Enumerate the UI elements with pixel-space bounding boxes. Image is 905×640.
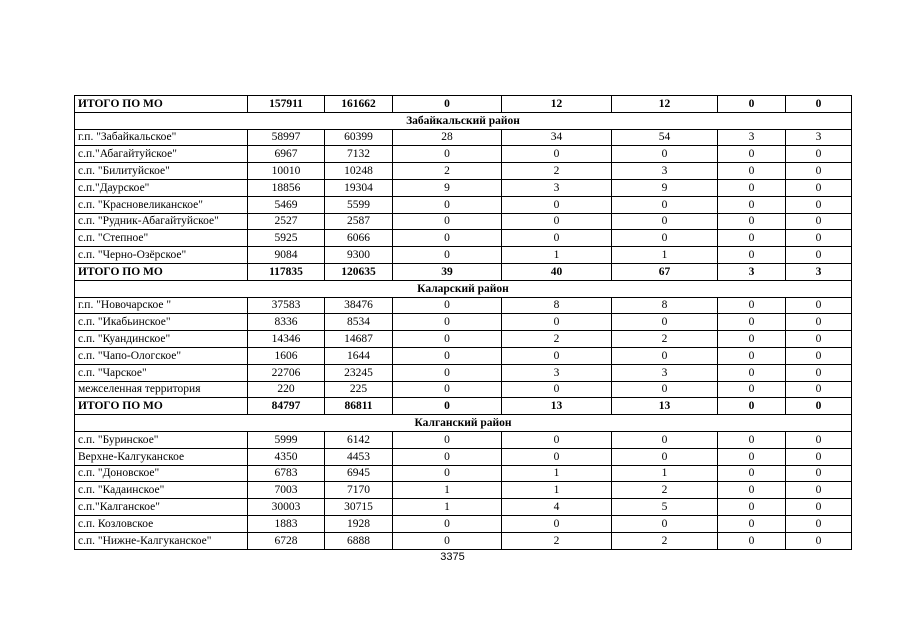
value-cell-col-8: 0 [786,448,852,465]
value-cell-col-2: 6728 [248,532,325,549]
value-cell-col-4: 0 [393,515,502,532]
settlement-name: с.п. "Черно-Озёрское" [75,247,248,264]
settlement-name: с.п."Абагайтуйское" [75,146,248,163]
value-cell-col-3: 6142 [325,431,393,448]
value-cell-col-6: 3 [612,364,718,381]
settlement-name: с.п. "Степное" [75,230,248,247]
value-cell-col-5: 2 [502,331,612,348]
value-cell-col-2: 157911 [248,96,325,113]
total-row [75,96,852,113]
district-header-row [75,415,852,432]
district-title: Каларский район [75,280,852,297]
value-cell-col-2: 30003 [248,499,325,516]
value-cell-col-3: 4453 [325,448,393,465]
value-cell-col-8: 0 [786,213,852,230]
value-cell-col-8: 3 [786,129,852,146]
value-cell-col-4: 0 [393,431,502,448]
settlement-name: с.п. "Икабьинское" [75,314,248,331]
value-cell-col-6: 0 [612,196,718,213]
district-header-row [75,280,852,297]
value-cell-col-4: 0 [393,314,502,331]
value-cell-col-4: 1 [393,482,502,499]
value-cell-col-8: 0 [786,381,852,398]
value-cell-col-2: 7003 [248,482,325,499]
table-row [75,431,852,448]
page-number: 3375 [440,551,465,563]
value-cell-col-5: 8 [502,297,612,314]
value-cell-col-7: 3 [718,129,786,146]
table-row [75,532,852,549]
table-row [75,347,852,364]
value-cell-col-3: 6066 [325,230,393,247]
settlement-name: с.п. Козловское [75,515,248,532]
value-cell-col-2: 6967 [248,146,325,163]
value-cell-col-5: 3 [502,364,612,381]
value-cell-col-2: 9084 [248,247,325,264]
value-cell-col-5: 0 [502,196,612,213]
value-cell-col-4: 0 [393,96,502,113]
table-row [75,163,852,180]
value-cell-col-4: 0 [393,297,502,314]
value-cell-col-5: 2 [502,532,612,549]
value-cell-col-2: 5469 [248,196,325,213]
value-cell-col-6: 9 [612,179,718,196]
table-row [75,129,852,146]
value-cell-col-7: 3 [718,263,786,280]
settlement-name: с.п. "Нижне-Калгуканское" [75,532,248,549]
value-cell-col-7: 0 [718,146,786,163]
value-cell-col-4: 0 [393,146,502,163]
value-cell-col-7: 0 [718,398,786,415]
value-cell-col-5: 40 [502,263,612,280]
value-cell-col-7: 0 [718,314,786,331]
value-cell-col-8: 0 [786,247,852,264]
district-header-row [75,112,852,129]
value-cell-col-6: 0 [612,381,718,398]
value-cell-col-5: 13 [502,398,612,415]
value-cell-col-4: 0 [393,331,502,348]
value-cell-col-3: 120635 [325,263,393,280]
value-cell-col-7: 0 [718,499,786,516]
value-cell-col-3: 5599 [325,196,393,213]
value-cell-col-7: 0 [718,482,786,499]
value-cell-col-5: 2 [502,163,612,180]
value-cell-col-5: 0 [502,515,612,532]
value-cell-col-4: 0 [393,448,502,465]
value-cell-col-4: 0 [393,230,502,247]
value-cell-col-8: 0 [786,314,852,331]
value-cell-col-2: 58997 [248,129,325,146]
value-cell-col-7: 0 [718,247,786,264]
value-cell-col-7: 0 [718,532,786,549]
settlement-name: с.п. "Кадаинское" [75,482,248,499]
value-cell-col-8: 3 [786,263,852,280]
value-cell-col-3: 19304 [325,179,393,196]
value-cell-col-5: 0 [502,347,612,364]
value-cell-col-3: 38476 [325,297,393,314]
value-cell-col-2: 22706 [248,364,325,381]
value-cell-col-2: 6783 [248,465,325,482]
value-cell-col-2: 84797 [248,398,325,415]
value-cell-col-6: 1 [612,247,718,264]
value-cell-col-3: 10248 [325,163,393,180]
value-cell-col-8: 0 [786,96,852,113]
value-cell-col-7: 0 [718,515,786,532]
value-cell-col-2: 14346 [248,331,325,348]
value-cell-col-4: 1 [393,499,502,516]
table-row [75,515,852,532]
total-row [75,263,852,280]
value-cell-col-4: 28 [393,129,502,146]
value-cell-col-8: 0 [786,196,852,213]
table-row [75,314,852,331]
value-cell-col-5: 1 [502,482,612,499]
value-cell-col-3: 225 [325,381,393,398]
value-cell-col-5: 0 [502,213,612,230]
value-cell-col-5: 3 [502,179,612,196]
value-cell-col-2: 37583 [248,297,325,314]
value-cell-col-4: 0 [393,381,502,398]
value-cell-col-7: 0 [718,448,786,465]
settlement-name: с.п. "Красновеликанское" [75,196,248,213]
total-label: ИТОГО ПО МО [75,96,248,113]
value-cell-col-2: 4350 [248,448,325,465]
table-row [75,465,852,482]
settlement-name: с.п."Даурское" [75,179,248,196]
settlement-name: с.п. "Чапо-Ологское" [75,347,248,364]
value-cell-col-3: 2587 [325,213,393,230]
value-cell-col-6: 1 [612,465,718,482]
value-cell-col-5: 34 [502,129,612,146]
settlement-name: с.п. "Буринское" [75,431,248,448]
value-cell-col-6: 0 [612,146,718,163]
value-cell-col-6: 0 [612,431,718,448]
value-cell-col-2: 117835 [248,263,325,280]
table-row [75,196,852,213]
value-cell-col-7: 0 [718,347,786,364]
value-cell-col-3: 9300 [325,247,393,264]
table-row [75,297,852,314]
value-cell-col-2: 18856 [248,179,325,196]
value-cell-col-6: 0 [612,347,718,364]
value-cell-col-6: 54 [612,129,718,146]
settlement-name: с.п. "Чарское" [75,364,248,381]
value-cell-col-8: 0 [786,431,852,448]
value-cell-col-8: 0 [786,499,852,516]
value-cell-col-7: 0 [718,163,786,180]
value-cell-col-7: 0 [718,230,786,247]
value-cell-col-7: 0 [718,331,786,348]
value-cell-col-6: 5 [612,499,718,516]
value-cell-col-3: 23245 [325,364,393,381]
value-cell-col-8: 0 [786,230,852,247]
value-cell-col-5: 0 [502,146,612,163]
district-title: Забайкальский район [75,112,852,129]
value-cell-col-3: 60399 [325,129,393,146]
value-cell-col-6: 0 [612,448,718,465]
value-cell-col-8: 0 [786,465,852,482]
value-cell-col-7: 0 [718,297,786,314]
settlement-name: г.п. "Новочарское " [75,297,248,314]
table-row [75,448,852,465]
value-cell-col-4: 0 [393,465,502,482]
table-row [75,213,852,230]
value-cell-col-5: 0 [502,230,612,247]
value-cell-col-2: 5925 [248,230,325,247]
value-cell-col-2: 5999 [248,431,325,448]
total-label: ИТОГО ПО МО [75,263,248,280]
settlement-name: с.п. "Билитуйское" [75,163,248,180]
value-cell-col-8: 0 [786,364,852,381]
value-cell-col-4: 0 [393,364,502,381]
settlement-name: с.п."Калганское" [75,499,248,516]
value-cell-col-8: 0 [786,331,852,348]
value-cell-col-3: 86811 [325,398,393,415]
data-table [74,95,852,550]
settlement-name: с.п. "Рудник-Абагайтуйское" [75,213,248,230]
settlement-name: Верхне-Калгуканское [75,448,248,465]
table-row [75,146,852,163]
value-cell-col-6: 3 [612,163,718,180]
value-cell-col-8: 0 [786,515,852,532]
table-body [75,96,852,550]
value-cell-col-8: 0 [786,163,852,180]
value-cell-col-6: 67 [612,263,718,280]
value-cell-col-7: 0 [718,381,786,398]
value-cell-col-4: 0 [393,247,502,264]
district-title: Калганский район [75,415,852,432]
value-cell-col-5: 4 [502,499,612,516]
settlement-name: межселенная территория [75,381,248,398]
value-cell-col-3: 8534 [325,314,393,331]
value-cell-col-2: 8336 [248,314,325,331]
value-cell-col-3: 6888 [325,532,393,549]
table-row [75,381,852,398]
settlement-name: с.п. "Куандинское" [75,331,248,348]
value-cell-col-6: 2 [612,331,718,348]
table-row [75,499,852,516]
value-cell-col-3: 161662 [325,96,393,113]
value-cell-col-3: 30715 [325,499,393,516]
value-cell-col-8: 0 [786,347,852,364]
value-cell-col-4: 0 [393,398,502,415]
table-row [75,230,852,247]
total-label: ИТОГО ПО МО [75,398,248,415]
value-cell-col-2: 220 [248,381,325,398]
value-cell-col-7: 0 [718,465,786,482]
value-cell-col-5: 12 [502,96,612,113]
value-cell-col-5: 0 [502,448,612,465]
value-cell-col-7: 0 [718,364,786,381]
value-cell-col-7: 0 [718,431,786,448]
value-cell-col-8: 0 [786,398,852,415]
settlement-name: г.п. "Забайкальское" [75,129,248,146]
total-row [75,398,852,415]
value-cell-col-6: 0 [612,230,718,247]
value-cell-col-6: 0 [612,213,718,230]
table-row [75,482,852,499]
table-row [75,247,852,264]
value-cell-col-8: 0 [786,179,852,196]
table-row [75,179,852,196]
value-cell-col-6: 8 [612,297,718,314]
value-cell-col-5: 1 [502,247,612,264]
value-cell-col-3: 7170 [325,482,393,499]
value-cell-col-8: 0 [786,482,852,499]
value-cell-col-6: 0 [612,314,718,331]
value-cell-col-4: 0 [393,347,502,364]
value-cell-col-2: 2527 [248,213,325,230]
settlement-name: с.п. "Доновское" [75,465,248,482]
value-cell-col-4: 0 [393,196,502,213]
value-cell-col-3: 1928 [325,515,393,532]
value-cell-col-7: 0 [718,96,786,113]
value-cell-col-3: 7132 [325,146,393,163]
value-cell-col-5: 0 [502,381,612,398]
value-cell-col-6: 0 [612,515,718,532]
value-cell-col-8: 0 [786,297,852,314]
value-cell-col-4: 9 [393,179,502,196]
value-cell-col-5: 1 [502,465,612,482]
value-cell-col-4: 0 [393,532,502,549]
value-cell-col-6: 12 [612,96,718,113]
value-cell-col-5: 0 [502,431,612,448]
value-cell-col-6: 2 [612,532,718,549]
value-cell-col-3: 14687 [325,331,393,348]
value-cell-col-4: 2 [393,163,502,180]
value-cell-col-5: 0 [502,314,612,331]
value-cell-col-4: 0 [393,213,502,230]
value-cell-col-6: 2 [612,482,718,499]
value-cell-col-8: 0 [786,532,852,549]
value-cell-col-2: 1606 [248,347,325,364]
value-cell-col-7: 0 [718,213,786,230]
value-cell-col-6: 13 [612,398,718,415]
value-cell-col-7: 0 [718,196,786,213]
value-cell-col-3: 1644 [325,347,393,364]
value-cell-col-4: 39 [393,263,502,280]
value-cell-col-8: 0 [786,146,852,163]
value-cell-col-3: 6945 [325,465,393,482]
value-cell-col-2: 10010 [248,163,325,180]
table-row [75,331,852,348]
table-row [75,364,852,381]
value-cell-col-2: 1883 [248,515,325,532]
value-cell-col-7: 0 [718,179,786,196]
